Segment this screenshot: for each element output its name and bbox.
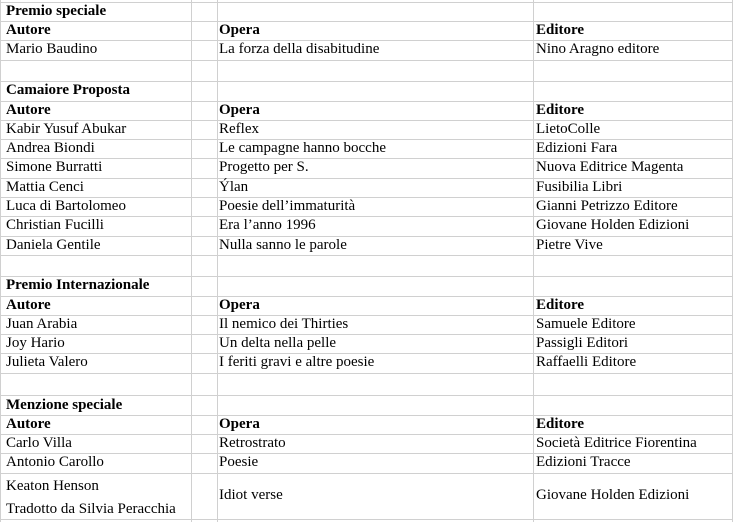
publisher-cell: Nuova Editrice Magenta <box>536 159 684 175</box>
table-row <box>0 139 733 158</box>
author-cell: Carlo Villa <box>6 435 72 451</box>
header-work: Opera <box>219 102 260 118</box>
table-row <box>0 158 733 177</box>
author-cell: Juan Arabia <box>6 316 78 332</box>
publisher-cell: Edizioni Tracce <box>536 454 631 470</box>
table-row <box>0 120 733 139</box>
work-cell: Progetto per S. <box>219 159 309 175</box>
author-cell: Kabir Yusuf Abukar <box>6 121 127 137</box>
header-publisher: Editore <box>536 102 585 118</box>
table-row <box>0 216 733 235</box>
work-cell: Le campagne hanno bocche <box>219 140 386 156</box>
header-row <box>0 415 733 434</box>
section-title: Camaiore Proposta <box>6 82 131 98</box>
header-author: Autore <box>6 102 51 118</box>
work-cell: Reflex <box>219 121 259 137</box>
header-author: Autore <box>6 416 51 432</box>
publisher-cell: LietoColle <box>536 121 601 137</box>
header-publisher: Editore <box>536 297 585 313</box>
header-row <box>0 101 733 120</box>
table-row <box>0 453 733 472</box>
table-row <box>0 178 733 197</box>
section-title-row <box>0 276 733 295</box>
publisher-cell: Samuele Editore <box>536 316 636 332</box>
header-work: Opera <box>219 297 260 313</box>
author-cell: Andrea Biondi <box>6 140 95 156</box>
author-cell: Julieta Valero <box>6 354 88 370</box>
publisher-cell: Società Editrice Fiorentina <box>536 435 697 451</box>
work-cell: Ýlan <box>219 179 249 195</box>
publisher-cell: Giovane Holden Edizioni <box>536 217 690 233</box>
publisher-cell: Giovane Holden Edizioni <box>536 487 690 503</box>
header-publisher: Editore <box>536 22 585 38</box>
table-row <box>0 434 733 453</box>
translator-cell: Tradotto da Silvia Peracchia <box>6 501 176 517</box>
header-publisher: Editore <box>536 416 585 432</box>
work-cell: Retrostrato <box>219 435 286 451</box>
publisher-cell: Pietre Vive <box>536 237 603 253</box>
work-cell: Poesie dell’immaturità <box>219 198 356 214</box>
author-cell: Mario Baudino <box>6 41 98 57</box>
author-cell: Keaton Henson <box>6 478 99 494</box>
section-title: Menzione speciale <box>6 397 123 413</box>
table-row <box>0 353 733 372</box>
publisher-cell: Gianni Petrizzo Editore <box>536 198 678 214</box>
work-cell: I feriti gravi e altre poesie <box>219 354 375 370</box>
header-author: Autore <box>6 22 51 38</box>
work-cell: Un delta nella pelle <box>219 335 337 351</box>
section-title: Premio Internazionale <box>6 277 150 293</box>
author-cell: Simone Burratti <box>6 159 103 175</box>
publisher-cell: Edizioni Fara <box>536 140 618 156</box>
work-cell: La forza della disabitudine <box>219 41 380 57</box>
work-cell: Nulla sanno le parole <box>219 237 347 253</box>
header-row <box>0 296 733 315</box>
table-row <box>0 315 733 334</box>
section-title-row <box>0 81 733 100</box>
section-title: Premio speciale <box>6 3 107 19</box>
header-author: Autore <box>6 297 51 313</box>
publisher-cell: Raffaelli Editore <box>536 354 637 370</box>
author-cell: Mattia Cenci <box>6 179 84 195</box>
author-cell: Christian Fucilli <box>6 217 104 233</box>
section-title-row <box>0 396 733 415</box>
table-row <box>0 334 733 353</box>
author-cell: Joy Hario <box>6 335 65 351</box>
publisher-text: Nino Aragno editore <box>536 41 660 57</box>
table-row <box>0 236 733 255</box>
work-cell: Il nemico dei Thirties <box>219 316 349 332</box>
header-work: Opera <box>219 22 260 38</box>
author-cell: Daniela Gentile <box>6 237 101 253</box>
table-row <box>0 197 733 216</box>
header-work: Opera <box>219 416 260 432</box>
work-cell: Poesie <box>219 454 259 470</box>
table-row-tall <box>0 477 733 515</box>
author-cell: Luca di Bartolomeo <box>6 198 126 214</box>
publisher-cell: Fusibilia Libri <box>536 179 623 195</box>
section-title-row <box>0 2 733 21</box>
work-cell: Idiot verse <box>219 487 283 503</box>
author-cell: Antonio Carollo <box>6 454 104 470</box>
work-cell: Era l’anno 1996 <box>219 217 316 233</box>
header-row <box>0 21 733 40</box>
table-row <box>0 40 733 59</box>
publisher-cell <box>536 40 732 59</box>
publisher-cell: Passigli Editori <box>536 335 629 351</box>
